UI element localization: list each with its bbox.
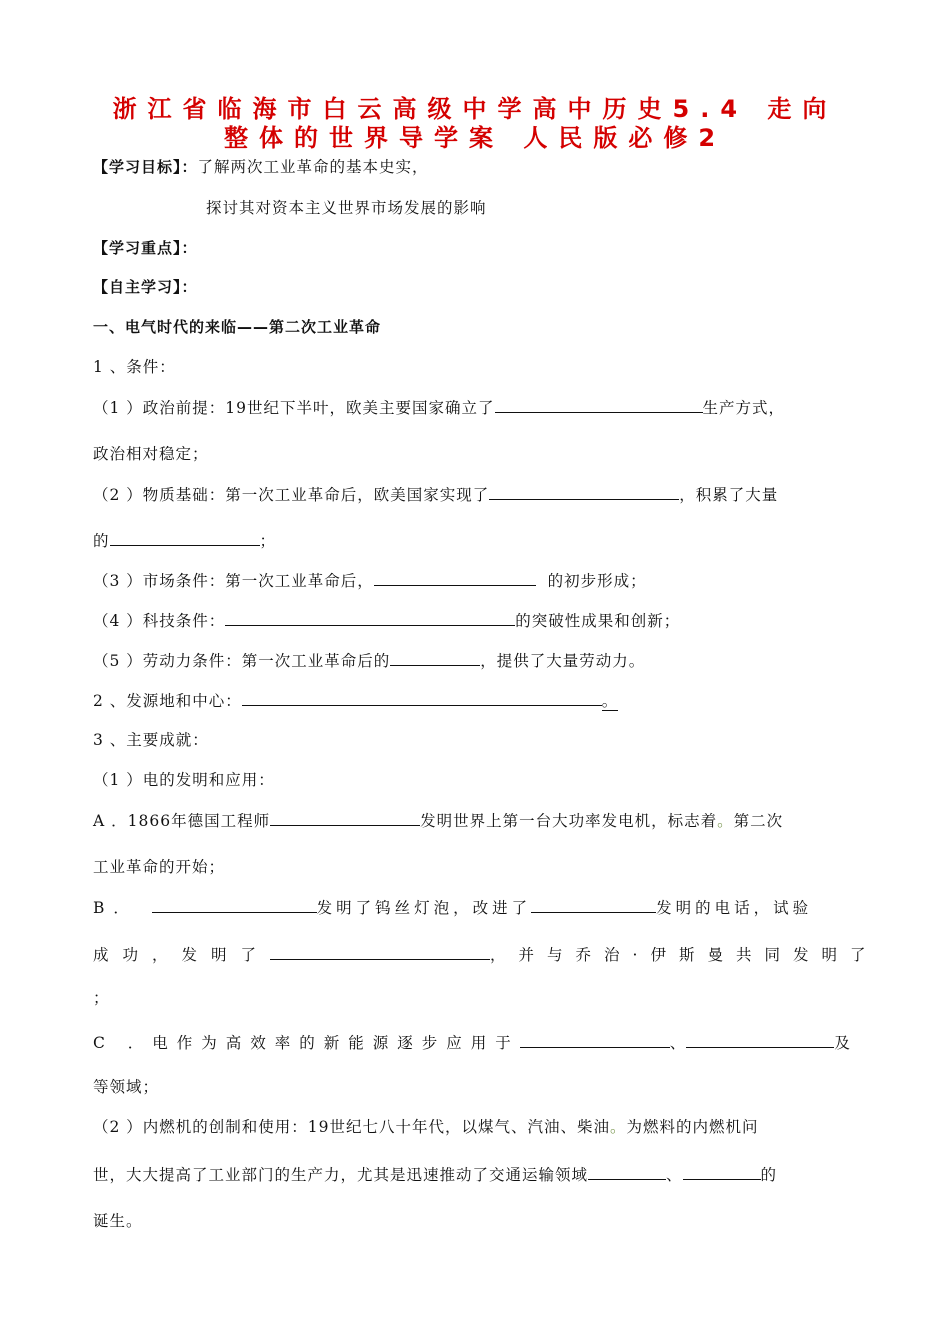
achievement-d-text-3: 世，大大提高了工业部门的生产力，尤其是迅速推动了交通运输领域 <box>93 1166 589 1184</box>
fill-blank[interactable] <box>270 944 490 960</box>
fill-blank[interactable] <box>683 1164 761 1180</box>
fill-blank[interactable] <box>686 1032 834 1048</box>
achievement-c-sep: 、 <box>669 1034 687 1052</box>
origin-end: 。 <box>601 692 619 710</box>
fill-blank[interactable] <box>489 484 679 500</box>
condition-1-text: （1 ）政治前提：19世纪下半叶，欧美主要国家确立了 <box>93 399 495 417</box>
origin-row <box>93 690 618 711</box>
achievement-c-and: 及 <box>834 1034 851 1052</box>
condition-5-text-end: ，提供了大量劳动力。 <box>480 652 646 670</box>
achievement-b-cont <box>93 944 878 965</box>
achievement-d-cont <box>93 1164 777 1185</box>
achievement-b-text-3: 成功，发明了 <box>93 946 271 964</box>
achievement-b <box>93 897 812 918</box>
objectives-row <box>93 157 429 177</box>
condition-3 <box>93 570 647 591</box>
achievement-b-text: 发明了钨丝灯泡，改进了 <box>316 899 532 917</box>
achievement-c-text: C ．电作为高效率的新能源逐步应用于 <box>93 1034 520 1052</box>
condition-3-text-end: 的初步形成； <box>547 572 647 590</box>
fill-blank[interactable] <box>520 1032 670 1048</box>
mark-dot: 。 <box>610 1118 627 1136</box>
achievement-b-text-2: 发明的电话，试验 <box>656 899 813 917</box>
condition-5 <box>93 650 645 671</box>
condition-1-text-end: 生产方式， <box>702 399 786 417</box>
condition-1-cont: 政治相对稳定； <box>93 445 209 463</box>
objective-2: 探讨其对资本主义世界市场发展的影响 <box>206 199 487 217</box>
achievement-a-cont: 工业革命的开始； <box>93 858 226 876</box>
condition-1 <box>93 397 785 418</box>
achievement-b-text-4: ，并与乔治·伊斯曼共同发明了 <box>490 946 879 964</box>
condition-2 <box>93 484 778 505</box>
condition-4-text: （4 ）科技条件： <box>93 612 226 630</box>
self-study-label: 【自主学习】： <box>93 278 198 296</box>
condition-5-text: （5 ）劳动力条件：第一次工业革命后的 <box>93 652 391 670</box>
achievement-d-text-4: 的 <box>760 1166 778 1184</box>
condition-2-cont-end: ； <box>259 532 277 550</box>
fill-blank[interactable] <box>588 1164 666 1180</box>
achievements-label: 3 、主要成就： <box>93 731 209 749</box>
achievement-a-text-3: 第二次 <box>733 812 784 830</box>
document-title-line2: 整体的世界导学案 人民版必修2 <box>223 124 727 152</box>
condition-2-text-end: ，积累了大量 <box>679 486 779 504</box>
fill-blank[interactable] <box>390 650 480 666</box>
condition-4 <box>93 610 680 631</box>
achievement-a <box>93 810 783 831</box>
fill-blank[interactable] <box>110 530 260 546</box>
fill-blank[interactable] <box>152 897 317 913</box>
objectives-label: 【学习目标】： <box>93 158 198 176</box>
objective-1: 了解两次工业革命的基本史实， <box>197 158 429 176</box>
achievement-b-label: B ． <box>93 899 131 917</box>
fill-blank[interactable] <box>270 810 420 826</box>
achievement-c-cont: 等领域； <box>93 1078 160 1096</box>
fill-blank[interactable] <box>531 897 656 913</box>
condition-2-cont-text: 的 <box>93 532 110 550</box>
achievement-d-text: （2 ）内燃机的创制和使用：19世纪七八十年代，以煤气、汽油、柴油 <box>93 1118 611 1136</box>
achievement-d-text-2: 为燃料的内燃机问 <box>626 1118 759 1136</box>
fill-blank[interactable] <box>242 690 602 706</box>
condition-2-cont <box>93 530 276 551</box>
key-points-label: 【学习重点】： <box>93 239 198 257</box>
condition-4-text-end: 的突破性成果和创新； <box>515 612 681 630</box>
achievement-d-end: 诞生。 <box>93 1212 143 1230</box>
achievement-d <box>93 1117 759 1137</box>
condition-3-text: （3 ）市场条件：第一次工业革命后， <box>93 572 374 590</box>
achievement-a-text-2: 发明世界上第一台大功率发电机，标志着 <box>420 812 718 830</box>
achievement-b-end: ； <box>93 989 110 1007</box>
fill-blank[interactable] <box>374 570 536 586</box>
section1-heading: 一、电气时代的来临——第二次工业革命 <box>93 318 382 336</box>
achievement-c <box>93 1032 851 1053</box>
origin-text: 2 、发源地和中心： <box>93 692 242 710</box>
fill-blank[interactable] <box>495 397 703 413</box>
conditions-label: 1 、条件： <box>93 358 176 376</box>
achievement-1-heading: （1 ）电的发明和应用： <box>93 771 275 789</box>
achievement-a-text: A ．1866年德国工程师 <box>93 812 271 830</box>
fill-blank[interactable] <box>225 610 515 626</box>
condition-2-text: （2 ）物质基础：第一次工业革命后，欧美国家实现了 <box>93 486 490 504</box>
achievement-d-sep: 、 <box>666 1166 683 1184</box>
mark-dot: 。 <box>717 812 734 830</box>
document-title-line1: 浙江省临海市白云高级中学高中历史5.4 走向 <box>112 95 838 123</box>
